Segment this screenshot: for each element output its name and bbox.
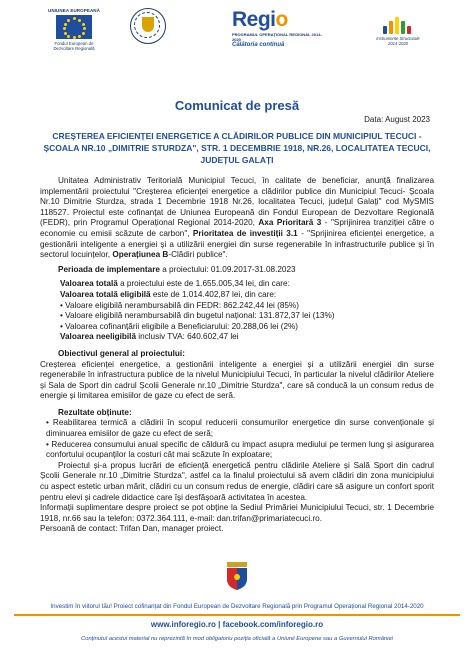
eligible-value: Valoarea totală eligibilă este de 1.014.402,87 lei, din care: (60, 289, 277, 299)
ineligible-value: Valoarea neeligibilă inclusiv TVA: 640.602,47 lei (60, 332, 239, 342)
regio-word: Regi (232, 8, 276, 31)
structural-instruments-logo (372, 8, 424, 46)
results-summary: Proiectul și-a propus lucrări de eficiență energetică pentru clădirile Ateliere și Sală Sport din cadrul Școlii Generale nr.10 „Dimitrie Sturdza", astfel ca la finalul proiectului să avem clădiri din zona municipiului cu aspect estetic urban mărit, clădiri cu un consum redus de energie, clădiri care să asigure un confort sporit pentru elevi și cadrele didactice care își desfășoară activitatea în acestea. (40, 460, 434, 502)
implementation-period: Perioada de implementare a proiectului: 01.09.2017-31.08.2023 (58, 264, 296, 274)
operation-label: Operațiunea B (112, 250, 169, 260)
regio-program: PROGRAMUL OPERAȚIONAL REGIONAL 2014-2020 (232, 32, 322, 42)
regio-logo (232, 8, 322, 48)
structural-instruments-label: Instrumente Structurale (376, 36, 420, 41)
government-logo (125, 8, 171, 44)
objective-heading: Obiectivul general al proiectului: (58, 348, 185, 358)
regio-tagline: Călătoria continuă (232, 42, 285, 48)
total-value: Valoarea totală a proiectului este de 1.655.005,34 lei, din care: (60, 279, 290, 289)
axis-label: Axa Prioritară 3 (258, 218, 322, 228)
eu-logo (44, 8, 104, 51)
eu-label: UNIUNEA EUROPEANĂ (47, 8, 101, 13)
eu-flag-icon (56, 15, 92, 39)
date-value: August 2023 (385, 115, 430, 124)
date-label: Data: (364, 115, 384, 124)
government-crest-icon (130, 8, 166, 44)
values-block (60, 279, 434, 343)
regio-word-o: o (275, 8, 288, 31)
objective-text: Creșterea eficienței energetice, a gestionării inteligente a energiei și a utilizării energiei din surse regenerabile în infrastructura publice de la nivelul Municipiului Tecuci, în particular la nivelul clădirilor Ateliere și Sala de Sport din cadrul Școlii Generale nr.10 „Dimitrie Sturdza", care să conducă la un consum redus de energie și limitarea emisiilor de gaze cu efect de seră. (40, 359, 434, 401)
eu-fund-line2: Dezvoltare Regională (53, 46, 95, 51)
contact-person: Persoană de contact: Trifan Dan, manager proiect. (40, 524, 224, 534)
list-item: • Valoare eligibilă nerambursabilă din bugetul național: 131.872,37 lei (13%) (60, 311, 335, 321)
page-title: Comunicat de presă (174, 98, 300, 113)
results-heading: Rezultate obținute: (58, 407, 132, 417)
footer-disclaimer: Conținutul acestui material nu reprezintă în mod obligatoriu poziția oficială a Uniunii Europene sau a Guvernului României (81, 636, 393, 642)
footer-links[interactable]: www.inforegio.ro | facebook.com/inforegio.ro (150, 620, 324, 629)
list-item: • Valoare eligibilă nerambursabilă din FEDR: 862.242,44 lei (85%) (60, 300, 299, 310)
footer-divider (14, 614, 460, 616)
headline: CREȘTEREA EFICIENȚEI ENERGETICE A CLĂDIRILOR PUBLICE DIN MUNICIPIUL TECUCI - ȘCOALA NR.10 „DIMITRIE STURDZA", STR. 1 DECEMBRIE 1918, NR.26, LOCALITATEA TECUCI, JUDEȚUL GALAȚI (43, 131, 431, 165)
structural-instruments-icon (381, 12, 415, 34)
info-paragraph: Informații suplimentare despre proiect se pot obține la Sediul Primăriei Municipiului Tecuci, str. 1 Decembrie 1918, nr.66 sau la telefon: 0372.364.111, e-mail: dan.trifan@primariatecuci.ro. (40, 503, 434, 523)
list-item: • Valoarea cofinanțării eligibile a Beneficiarului: 20.288,06 lei (2%) (60, 321, 299, 331)
main-content (40, 176, 434, 535)
intro-paragraph: Unitatea Administrativ Teritorială Municipiul Tecuci, în calitate de beneficiar, anunță finalizarea implementării proiectului "Creșterea eficienței energetice a clădirilor publice din Municipiul Tecuci- Școala Nr.10 Dimitrie Sturdza, strada 1 Decembrie 1918 Nr.26, localitatea Tecuci, județul Galați" cod MySMIS 118527. Proiectul este cofinanțat de Uniunea Europeană din Fondul European de Dezvoltare Regională (FEDR), prin Programul Operațional Regional 2014-2020, Axa Prioritară 3 - "Sprijinirea tranziției către o economie cu emisii scăzute de carbon", Prioritatea de investiții 3.1 - "Sprijinirea eficienței energetice, a gestionării inteligente a energiei și a utilizării energiei din surse regenerabile în infrastructurile publice și în sectorul locuințelor, Operațiunea B-Clădiri publice". (40, 176, 434, 260)
footer-tagline: Investim în viitorul tău! Proiect cofinanțat din Fondul European de Dezvoltare Regională prin Programul Operațional Regional 2014-2020 (50, 603, 424, 610)
priority-label: Prioritatea de investiții 3.1 (192, 228, 298, 238)
date (364, 115, 430, 124)
structural-instruments-years: 2014-2020 (387, 41, 409, 46)
eu-fund-line1: Fondul European de (54, 41, 94, 46)
tecuci-coat-of-arms-icon (224, 562, 250, 590)
list-item: • Reducerea consumului anual specific de căldură cu impact asupra mediului pe termen lung și asigurarea confortului ocupanților la costuri cât mai scăzute în exploatare; (46, 439, 434, 460)
logo-bar (0, 8, 474, 70)
list-item: • Reabilitarea termică a clădirii în scopul reducerii consumurilor energetice din surse convenționale și diminuarea emisiilor de gaze cu efect de seră; (46, 418, 434, 439)
